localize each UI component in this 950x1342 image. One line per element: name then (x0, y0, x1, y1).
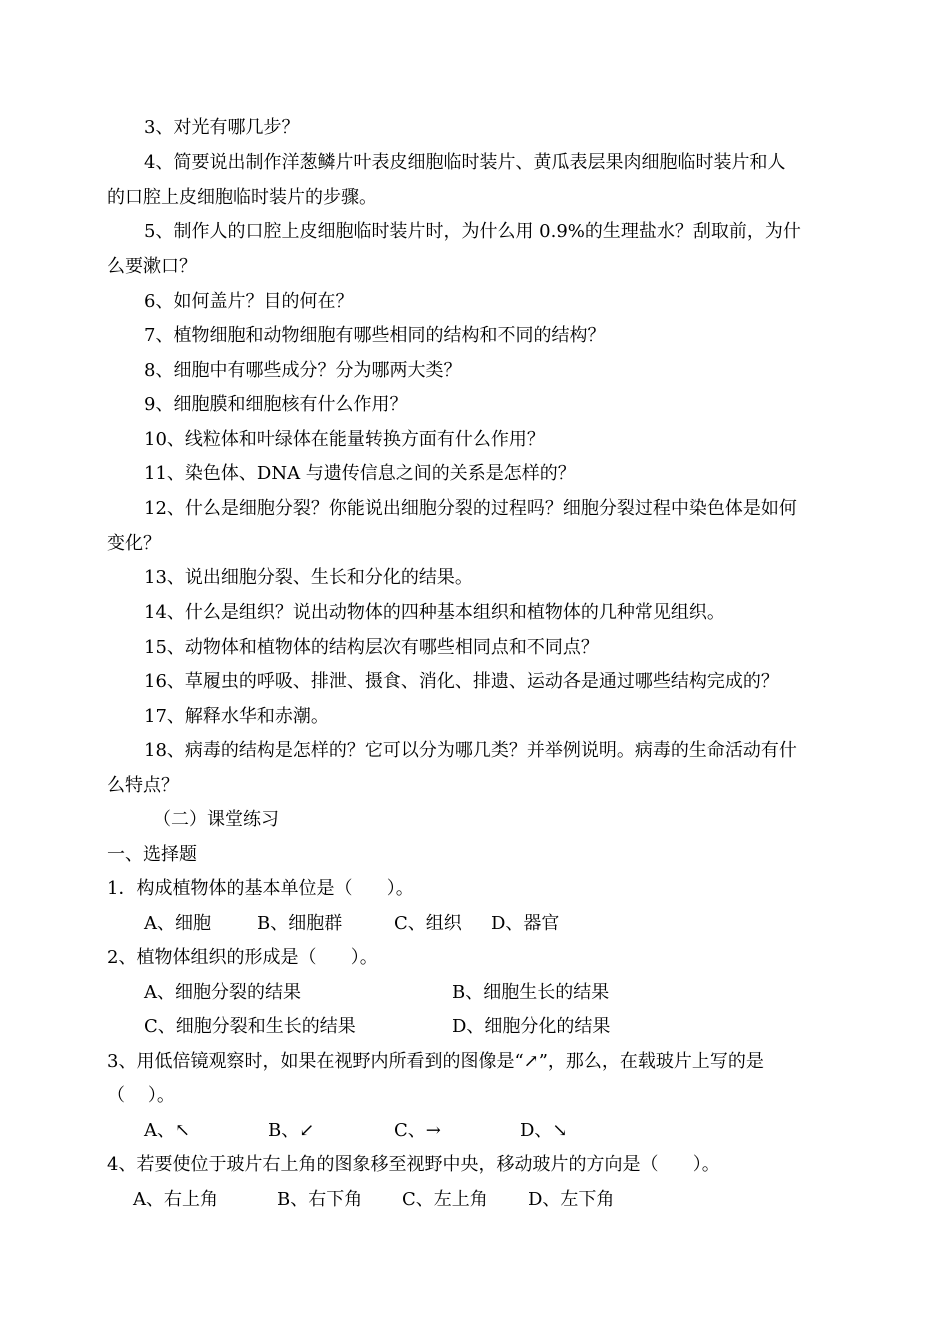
practice-2-option-b: B、细胞生长的结果 (452, 982, 610, 1003)
practice-heading: （二）课堂练习 (153, 809, 279, 830)
question-8: 8、细胞中有哪些成分？分为哪两大类？ (144, 360, 462, 381)
question-15: 15、动物体和植物体的结构层次有哪些相同点和不同点？ (144, 637, 599, 658)
question-14: 14、什么是组织？说出动物体的四种基本组织和植物体的几种常见组织。 (144, 602, 725, 623)
practice-2-stem: 2、植物体组织的形成是（ ）。 (107, 947, 378, 968)
practice-1-option-a: A、细胞 (144, 913, 211, 934)
practice-3-option-d: D、↘ (520, 1120, 568, 1141)
question-4-line-1: 4、简要说出制作洋葱鳞片叶表皮细胞临时装片、黄瓜表层果肉细胞临时装片和人 (144, 152, 786, 173)
question-10: 10、线粒体和叶绿体在能量转换方面有什么作用？ (144, 429, 545, 450)
practice-3-option-b: B、↙ (268, 1120, 315, 1141)
question-9: 9、细胞膜和细胞核有什么作用？ (144, 394, 408, 415)
question-17: 17、解释水华和赤潮。 (144, 706, 329, 727)
practice-2-option-a: A、细胞分裂的结果 (144, 982, 301, 1003)
question-7: 7、植物细胞和动物细胞有哪些相同的结构和不同的结构？ (144, 325, 606, 346)
practice-2-option-c: C、细胞分裂和生长的结果 (144, 1016, 356, 1037)
question-18-line-1: 18、病毒的结构是怎样的？它可以分为哪几类？并举例说明。病毒的生命活动有什 (144, 740, 797, 761)
section-title: 一、选择题 (107, 844, 197, 865)
practice-2-option-d: D、细胞分化的结果 (452, 1016, 611, 1037)
practice-3-option-c: C、→ (394, 1120, 441, 1141)
practice-1-option-b: B、细胞群 (257, 913, 343, 934)
practice-1-option-c: C、组织 (394, 913, 462, 934)
question-12-line-2: 变化？ (107, 533, 161, 554)
question-5-line-2: 么要漱口？ (107, 256, 197, 277)
practice-3-option-a: A、↖ (144, 1120, 191, 1141)
practice-4-stem: 4、若要使位于玻片右上角的图象移至视野中央，移动玻片的方向是（ ）。 (107, 1154, 720, 1175)
practice-4-option-b: B、右下角 (277, 1189, 363, 1210)
practice-1-option-d: D、器官 (491, 913, 560, 934)
question-6: 6、如何盖片？目的何在？ (144, 291, 354, 312)
question-5-line-1: 5、制作人的口腔上皮细胞临时装片时，为什么用 0.9%的生理盐水？刮取前，为什 (144, 221, 801, 242)
practice-1-stem: 1．构成植物体的基本单位是（ ）。 (107, 878, 414, 899)
practice-4-option-a: A、右上角 (133, 1189, 218, 1210)
question-16: 16、草履虫的呼吸、排泄、摄食、消化、排遗、运动各是通过哪些结构完成的？ (144, 671, 779, 692)
question-13: 13、说出细胞分裂、生长和分化的结果。 (144, 567, 473, 588)
practice-4-option-c: C、左上角 (402, 1189, 488, 1210)
practice-4-option-d: D、左下角 (528, 1189, 615, 1210)
question-11: 11、染色体、DNA 与遗传信息之间的关系是怎样的？ (144, 463, 576, 484)
question-18-line-2: 么特点？ (107, 775, 179, 796)
practice-3-stem-line-2: （ ）。 (107, 1085, 175, 1106)
question-3: 3、对光有哪几步？ (144, 117, 300, 138)
question-12-line-1: 12、什么是细胞分裂？你能说出细胞分裂的过程吗？细胞分裂过程中染色体是如何 (144, 498, 797, 519)
question-4-line-2: 的口腔上皮细胞临时装片的步骤。 (107, 187, 377, 208)
practice-3-stem-line-1: 3、用低倍镜观察时，如果在视野内所看到的图像是“↗”，那么，在载玻片上写的是 (107, 1051, 764, 1072)
